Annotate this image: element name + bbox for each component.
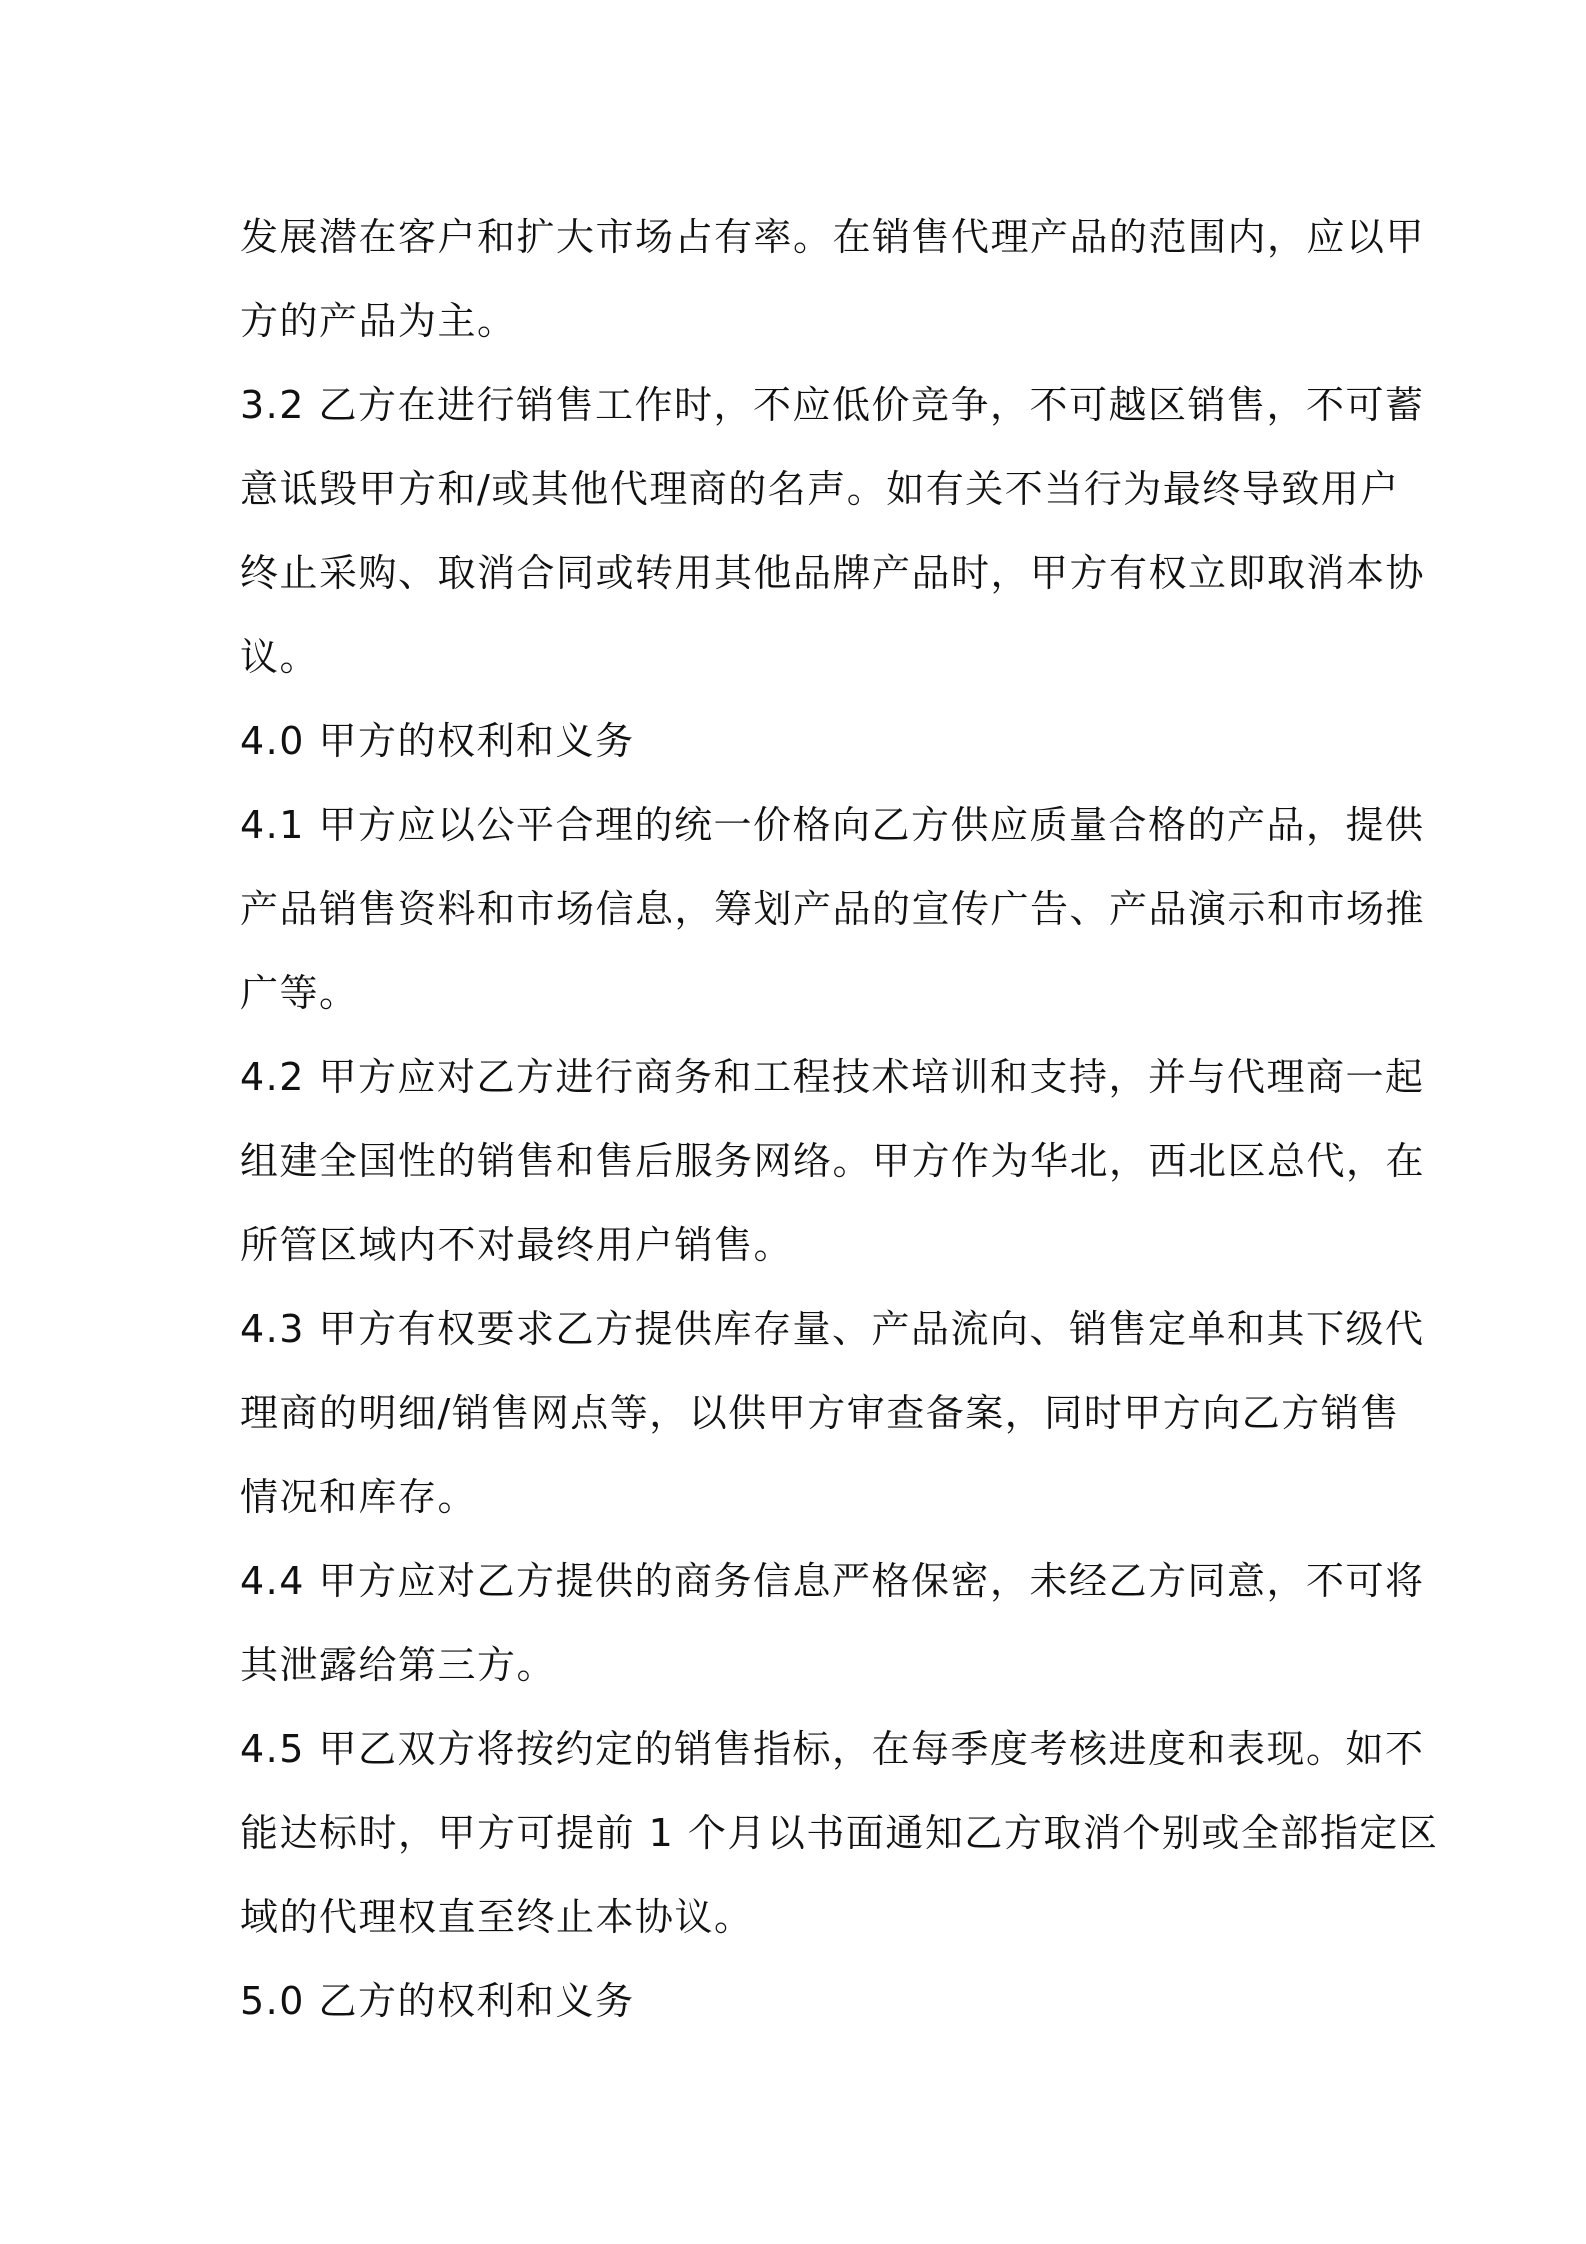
text-line: 终止采购、取消合同或转用其他品牌产品时，甲方有权立即取消本协 xyxy=(240,551,1426,595)
text-line: 3.2 乙方在进行销售工作时，不应低价竞争，不可越区销售，不可蓄 xyxy=(240,383,1425,427)
text-line: 4.1 甲方应以公平合理的统一价格向乙方供应质量合格的产品，提供 xyxy=(240,803,1425,847)
text-line: 域的代理权直至终止本协议。 xyxy=(240,1895,754,1939)
text-line: 广等。 xyxy=(240,971,359,1015)
text-line: 方的产品为主。 xyxy=(240,299,517,343)
text-line: 议。 xyxy=(240,635,320,679)
text-line: 所管区域内不对最终用户销售。 xyxy=(240,1223,794,1267)
text-line: 4.3 甲方有权要求乙方提供库存量、产品流向、销售定单和其下级代 xyxy=(240,1307,1425,1351)
text-line: 4.4 甲方应对乙方提供的商务信息严格保密，未经乙方同意，不可将 xyxy=(240,1559,1425,1603)
section-heading: 4.0 甲方的权利和义务 xyxy=(240,719,635,763)
text-line: 组建全国性的销售和售后服务网络。甲方作为华北，西北区总代，在 xyxy=(240,1139,1426,1183)
document-body xyxy=(240,195,1439,2043)
text-line: 4.5 甲乙双方将按约定的销售指标，在每季度考核进度和表现。如不 xyxy=(240,1727,1425,1771)
text-line: 理商的明细/销售网点等，以供甲方审查备案，同时甲方向乙方销售 xyxy=(240,1391,1400,1435)
text-line: 产品销售资料和市场信息，筹划产品的宣传广告、产品演示和市场推 xyxy=(240,887,1426,931)
text-line: 发展潜在客户和扩大市场占有率。在销售代理产品的范围内，应以甲 xyxy=(240,215,1426,259)
text-line: 意诋毁甲方和/或其他代理商的名声。如有关不当行为最终导致用户 xyxy=(240,467,1400,511)
text-line: 能达标时，甲方可提前 1 个月以书面通知乙方取消个别或全部指定区 xyxy=(240,1811,1439,1855)
text-line: 4.2 甲方应对乙方进行商务和工程技术培训和支持，并与代理商一起 xyxy=(240,1055,1425,1099)
section-heading: 5.0 乙方的权利和义务 xyxy=(240,1979,635,2023)
text-line: 情况和库存。 xyxy=(240,1475,478,1519)
text-line: 其泄露给第三方。 xyxy=(240,1643,557,1687)
